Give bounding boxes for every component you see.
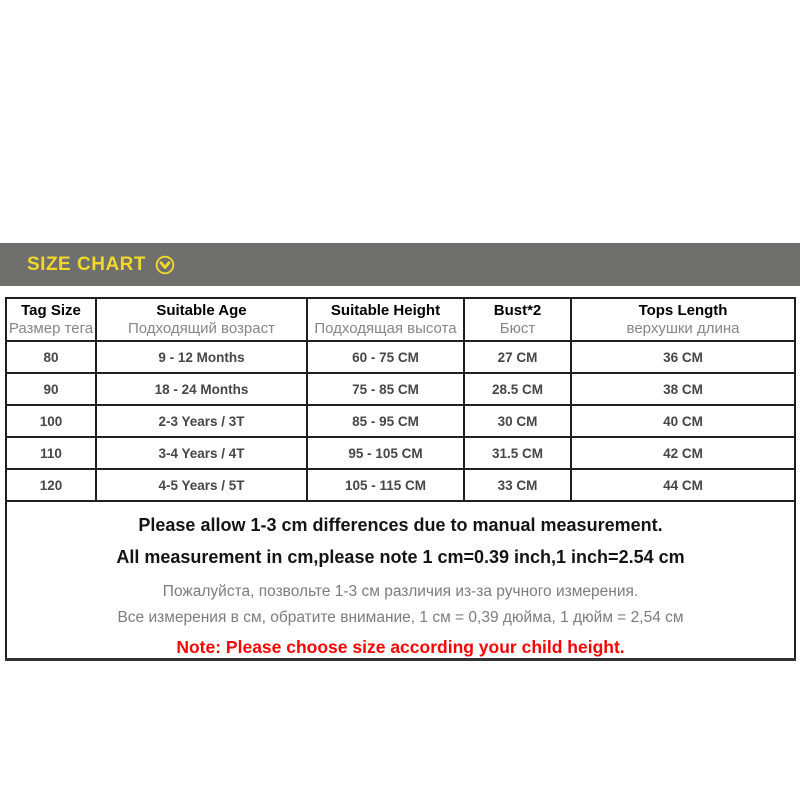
header-label-ru: Размер тега	[8, 320, 94, 337]
cell-tag-size: 120	[6, 469, 96, 501]
header-label-ru: Подходящая высота	[314, 320, 457, 337]
column-header-tag-size	[6, 298, 96, 341]
cell-tag-size: 110	[6, 437, 96, 469]
chevron-down-circle-icon	[155, 255, 175, 275]
note-red-choose-by-height: Note: Please choose size according your child height.	[176, 637, 625, 657]
column-header-bust	[464, 298, 571, 341]
table-row-size-80	[6, 341, 795, 373]
cell-bust: 33 CM	[464, 469, 571, 501]
notes-row	[6, 501, 795, 660]
cell-bust: 27 CM	[464, 341, 571, 373]
cell-suitable-age: 3-4 Years / 4T	[96, 437, 307, 469]
header-label-en: Tops Length	[638, 302, 728, 319]
size-chart-banner	[0, 243, 800, 286]
cell-tops-length: 44 CM	[571, 469, 795, 501]
header-row	[6, 298, 795, 341]
cell-bust: 30 CM	[464, 405, 571, 437]
column-header-suitable-height	[307, 298, 464, 341]
header-label-ru: Бюст	[499, 320, 536, 337]
header-label-en: Tag Size	[21, 302, 81, 319]
banner-title: SIZE CHART	[27, 253, 146, 275]
cell-bust: 28.5 CM	[464, 373, 571, 405]
column-header-suitable-age	[96, 298, 307, 341]
cell-tag-size: 80	[6, 341, 96, 373]
cell-suitable-height: 60 - 75 CM	[307, 341, 464, 373]
cell-suitable-height: 75 - 85 CM	[307, 373, 464, 405]
header-label-ru: Подходящий возраст	[128, 320, 275, 337]
cell-tops-length: 36 CM	[571, 341, 795, 373]
cell-tag-size: 100	[6, 405, 96, 437]
cell-suitable-age: 18 - 24 Months	[96, 373, 307, 405]
note-ru-unit-conversion: Все измерения в см, обратите внимание, 1 см = 0,39 дюйма, 1 дюйм = 2,54 см	[117, 609, 684, 626]
header-label-en: Suitable Height	[330, 302, 441, 319]
cell-tops-length: 38 CM	[571, 373, 795, 405]
cell-tops-length: 42 CM	[571, 437, 795, 469]
table-row-size-100	[6, 405, 795, 437]
note-en-unit-conversion: All measurement in cm,please note 1 cm=0.39 inch,1 inch=2.54 cm	[116, 547, 685, 567]
cell-suitable-age: 4-5 Years / 5T	[96, 469, 307, 501]
column-header-tops-length	[571, 298, 795, 341]
table-row-size-120	[6, 469, 795, 501]
cell-suitable-age: 2-3 Years / 3T	[96, 405, 307, 437]
cell-tops-length: 40 CM	[571, 405, 795, 437]
header-label-en: Suitable Age	[156, 302, 247, 319]
cell-suitable-age: 9 - 12 Months	[96, 341, 307, 373]
table-row-size-110	[6, 437, 795, 469]
note-ru-measurement-tolerance: Пожалуйста, позвольте 1-3 см различия из-за ручного измерения.	[162, 583, 639, 600]
cell-suitable-height: 85 - 95 CM	[307, 405, 464, 437]
header-label-en: Bust*2	[493, 302, 542, 319]
cell-tag-size: 90	[6, 373, 96, 405]
measurement-notes	[6, 501, 795, 660]
header-label-ru: верхушки длина	[626, 320, 740, 337]
cell-suitable-height: 105 - 115 CM	[307, 469, 464, 501]
size-table	[5, 297, 796, 661]
cell-bust: 31.5 CM	[464, 437, 571, 469]
table-row-size-90	[6, 373, 795, 405]
note-en-measurement-tolerance: Please allow 1-3 cm differences due to manual measurement.	[138, 515, 663, 535]
cell-suitable-height: 95 - 105 CM	[307, 437, 464, 469]
